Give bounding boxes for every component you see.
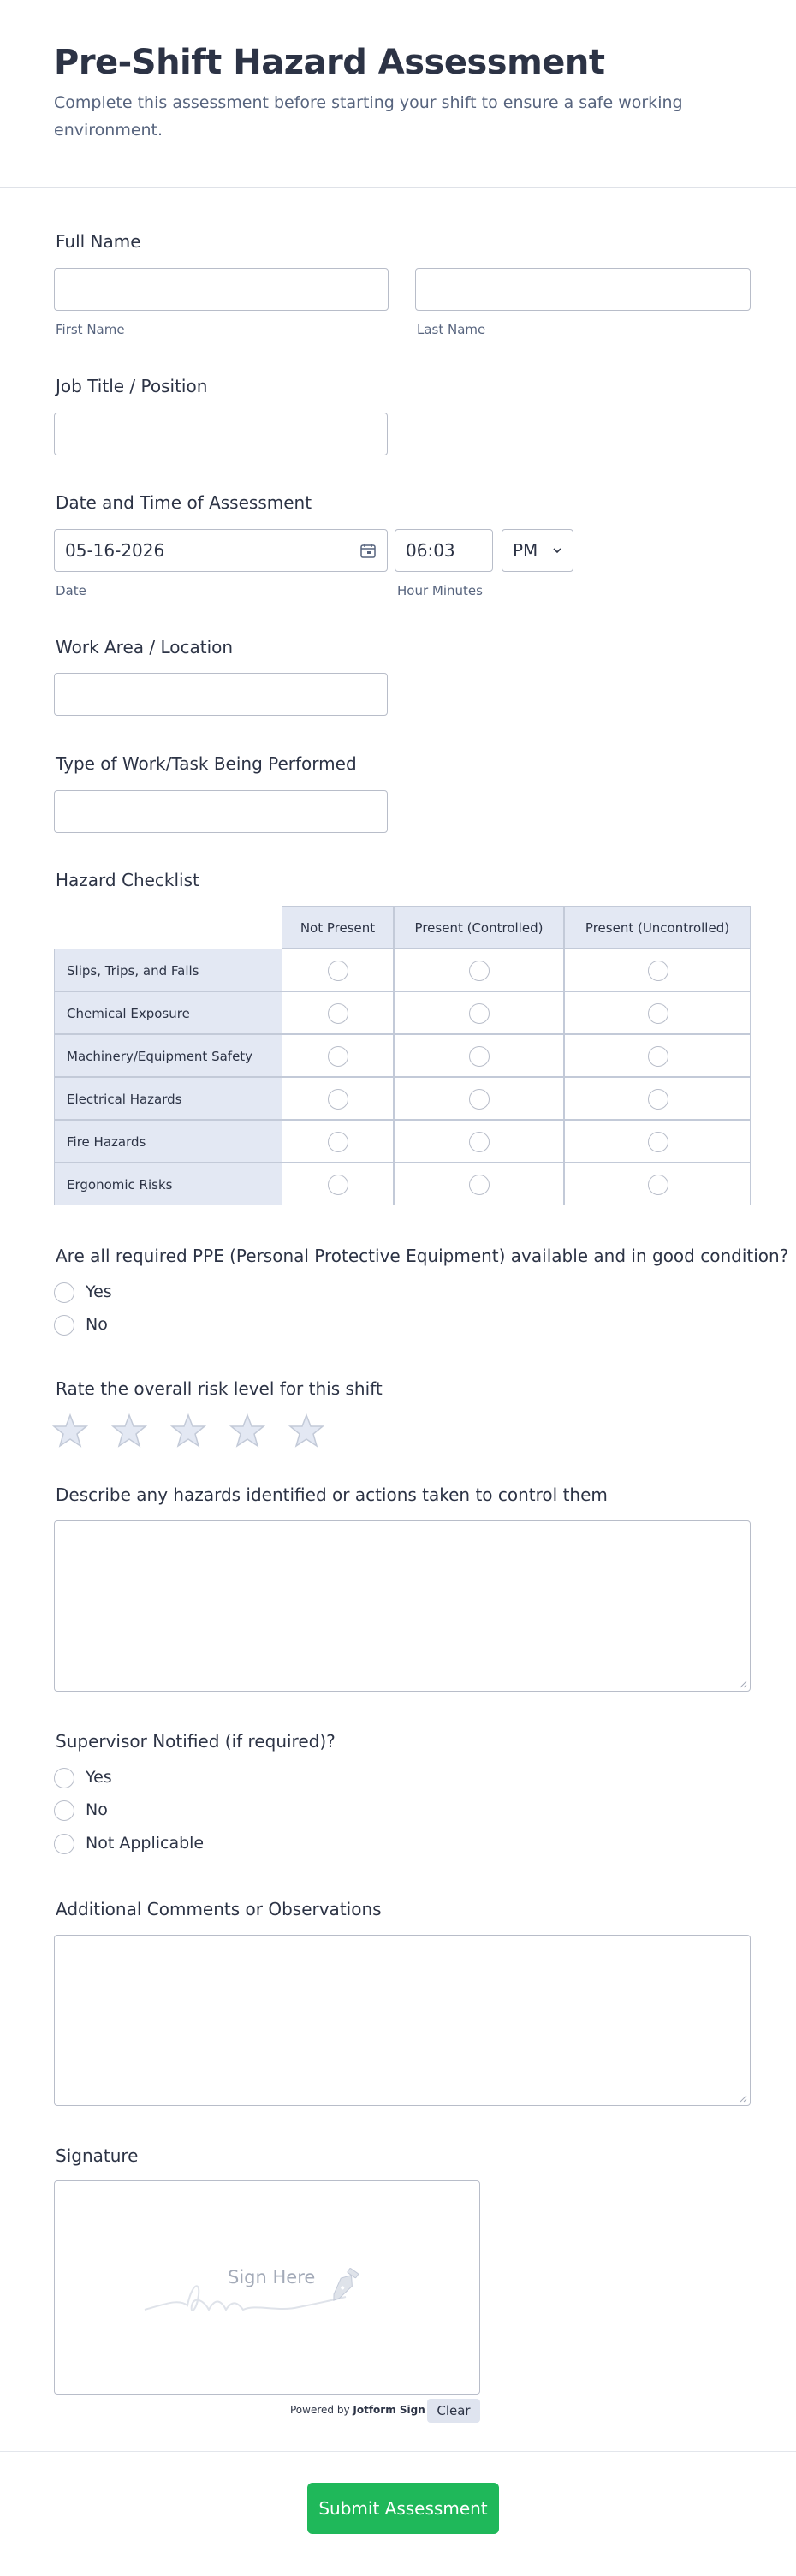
comments-label: Additional Comments or Observations xyxy=(56,1899,382,1919)
matrix-column-header: Not Present xyxy=(282,906,394,949)
hazards-described-textarea[interactable] xyxy=(54,1520,751,1692)
supervisor-option-label: Not Applicable xyxy=(86,1834,205,1853)
ppe-radio-yes[interactable] xyxy=(54,1282,74,1303)
full-name-label: Full Name xyxy=(56,231,141,252)
matrix-radio[interactable] xyxy=(648,1089,668,1110)
task-type-label: Type of Work/Task Being Performed xyxy=(56,753,357,774)
time-sublabel: Hour Minutes xyxy=(397,583,483,598)
supervisor-radio-no[interactable] xyxy=(54,1800,74,1821)
work-area-input[interactable] xyxy=(54,673,388,716)
signature-label: Signature xyxy=(56,2145,139,2166)
star-icon[interactable] xyxy=(111,1413,147,1449)
datetime-label: Date and Time of Assessment xyxy=(56,492,312,513)
form-subtitle: Complete this assessment before starting your shift to ensure a safe working environment. xyxy=(54,93,683,140)
first-name-sublabel: First Name xyxy=(56,322,125,337)
chevron-down-icon xyxy=(552,545,562,556)
signature-pad[interactable] xyxy=(54,2180,480,2395)
supervisor-radio-na[interactable] xyxy=(54,1834,74,1854)
matrix-row-label: Electrical Hazards xyxy=(54,1077,282,1120)
matrix-column-header: Present (Controlled) xyxy=(394,906,564,949)
date-input[interactable]: 05-16-2026 xyxy=(54,529,388,572)
comments-textarea[interactable] xyxy=(54,1935,751,2106)
matrix-radio[interactable] xyxy=(648,961,668,981)
matrix-radio[interactable] xyxy=(469,1046,490,1067)
footer-divider xyxy=(0,2451,796,2452)
matrix-row xyxy=(54,1035,751,1078)
clear-signature-button[interactable]: Clear xyxy=(427,2399,480,2423)
matrix-radio[interactable] xyxy=(469,1132,490,1152)
risk-label: Rate the overall risk level for this shift xyxy=(56,1378,383,1399)
matrix-row xyxy=(54,1078,751,1121)
matrix-radio[interactable] xyxy=(328,961,348,981)
hazard-checklist-label: Hazard Checklist xyxy=(56,870,199,890)
ppe-radio-no[interactable] xyxy=(54,1315,74,1336)
work-area-label: Work Area / Location xyxy=(56,637,234,657)
matrix-radio[interactable] xyxy=(328,1003,348,1024)
matrix-radio[interactable] xyxy=(328,1089,348,1110)
matrix-radio[interactable] xyxy=(648,1132,668,1152)
matrix-row-label: Slips, Trips, and Falls xyxy=(54,949,282,991)
star-icon[interactable] xyxy=(288,1413,324,1449)
matrix-row-label: Ergonomic Risks xyxy=(54,1163,282,1205)
ampm-select[interactable]: PM xyxy=(502,529,573,572)
matrix-radio[interactable] xyxy=(648,1046,668,1067)
last-name-sublabel: Last Name xyxy=(417,322,486,337)
matrix-row-label: Machinery/Equipment Safety xyxy=(54,1034,282,1077)
matrix-radio[interactable] xyxy=(469,1003,490,1024)
ppe-label: Are all required PPE (Personal Protective Equipment) available and in good condition? xyxy=(56,1246,789,1266)
supervisor-label: Supervisor Notified (if required)? xyxy=(56,1731,336,1752)
task-type-input[interactable] xyxy=(54,790,388,833)
time-input[interactable]: 06:03 xyxy=(395,529,493,572)
matrix-radio[interactable] xyxy=(328,1046,348,1067)
sign-here-placeholder: Sign Here xyxy=(228,2267,316,2287)
matrix-radio[interactable] xyxy=(648,1003,668,1024)
jotform-sign-link[interactable]: Jotform Sign xyxy=(353,2404,425,2416)
last-name-input[interactable] xyxy=(415,268,751,311)
matrix-radio[interactable] xyxy=(328,1175,348,1195)
matrix-row xyxy=(54,1163,751,1206)
matrix-radio[interactable] xyxy=(328,1132,348,1152)
matrix-row xyxy=(54,992,751,1035)
supervisor-radio-yes[interactable] xyxy=(54,1768,74,1788)
ppe-option-label: No xyxy=(86,1315,108,1334)
form-title: Pre-Shift Hazard Assessment xyxy=(54,43,605,82)
first-name-input[interactable] xyxy=(54,268,389,311)
star-icon[interactable] xyxy=(170,1413,206,1449)
job-title-label: Job Title / Position xyxy=(56,376,208,396)
supervisor-option-label: Yes xyxy=(86,1768,112,1787)
matrix-row xyxy=(54,949,751,992)
star-icon[interactable] xyxy=(52,1413,88,1449)
supervisor-option-label: No xyxy=(86,1800,108,1819)
job-title-input[interactable] xyxy=(54,413,388,455)
star-icon[interactable] xyxy=(229,1413,265,1449)
calendar-icon[interactable] xyxy=(359,542,377,559)
ppe-option-label: Yes xyxy=(86,1282,112,1301)
matrix-row xyxy=(54,1121,751,1163)
matrix-radio[interactable] xyxy=(648,1175,668,1195)
resize-handle-icon[interactable] xyxy=(739,2094,747,2103)
matrix-column-header: Present (Uncontrolled) xyxy=(564,906,751,949)
matrix-radio[interactable] xyxy=(469,1089,490,1110)
resize-handle-icon[interactable] xyxy=(739,1680,747,1688)
form-header xyxy=(0,0,796,188)
signature-scribble-icon xyxy=(140,2263,397,2331)
matrix-row-label: Chemical Exposure xyxy=(54,991,282,1034)
matrix-row-label: Fire Hazards xyxy=(54,1120,282,1163)
matrix-radio[interactable] xyxy=(469,961,490,981)
powered-by-text: Powered by Jotform Sign xyxy=(290,2404,425,2416)
matrix-radio[interactable] xyxy=(469,1175,490,1195)
hazards-described-label: Describe any hazards identified or actions taken to control them xyxy=(56,1484,608,1505)
submit-button[interactable]: Submit Assessment xyxy=(307,2483,499,2534)
matrix-header-row xyxy=(54,907,751,949)
date-sublabel: Date xyxy=(56,583,86,598)
